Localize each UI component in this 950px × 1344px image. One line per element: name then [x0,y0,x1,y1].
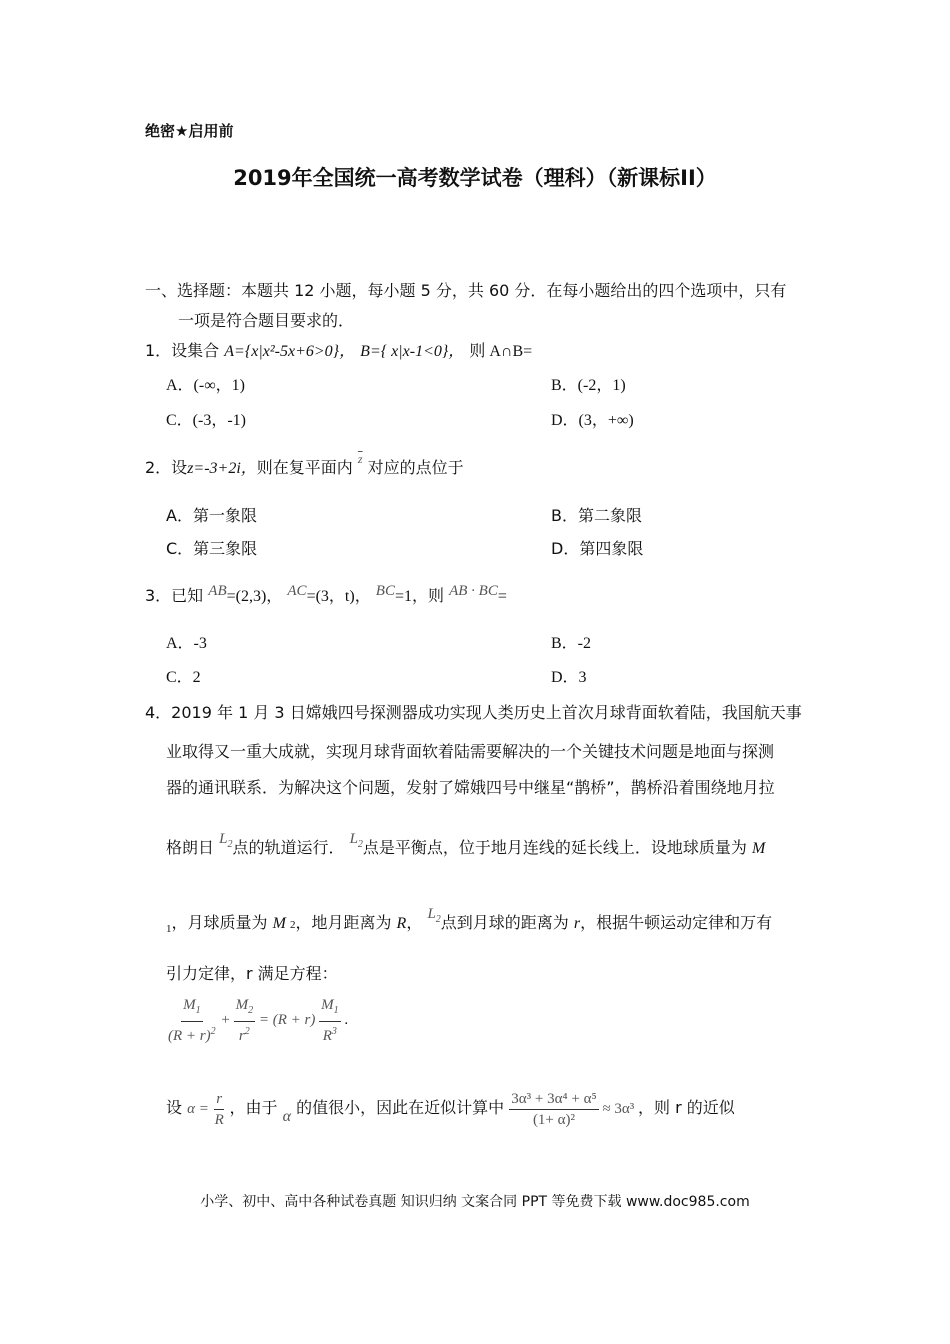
eq-period: . [344,1011,349,1028]
r-big-symbol: R [396,915,407,932]
q2-mid: 则在复平面内 [256,458,353,477]
q4-line5-e: ，根据牛顿运动定律和万有 [580,913,773,932]
q4-line7-c: 的值很小，因此在近似计算中 [296,1097,505,1117]
l2-symbol: $L_2$ [219,831,233,850]
q2-z-bar: z [357,452,363,466]
eq-rhs: = (R + r) [258,1011,316,1028]
alpha-symbol: α [282,1107,292,1125]
q3-prefix: 3．已知 [145,586,204,605]
q3-option-b: B．-2 [551,635,592,652]
vector-ab: AB [208,583,227,599]
q1-prefix: 1．设集合 [145,341,220,360]
m1-subscript: 1 [166,923,172,935]
dot-product: AB · BC [449,583,498,599]
q3-ab-value: =(2,3)， [226,588,283,605]
eq-fraction-3: $\frac{M_1}{R^3}$ [321,997,339,1044]
secret-label: 绝密★启用前 [145,122,234,140]
q4-line4-b: 点的轨道运行． [232,838,345,857]
q4-line5-a: ，月球质量为 [171,913,268,932]
q2-z-expr: z=-3+2i， [187,460,257,477]
q4-line4 [166,831,766,865]
q4-line2: 业取得又一重大成就，实现月球背面软着陆需要解决的一个关键技术问题是地面与探测 [166,742,775,761]
q3-option-d: D．3 [551,669,587,686]
q2-suffix: 对应的点位于 [367,458,464,477]
l2-symbol-2: $L_2$ [349,831,363,850]
q4-line5-d: 点到月球的距离为 [440,913,569,932]
q4-line4-a: 格朗日 [166,838,215,857]
q1-set-a: A={x|x²-5x+6>0}， [224,343,356,360]
q1-option-d: D．(3，+∞) [551,412,634,429]
footer-text: 小学、初中、高中各种试卷真题 知识归纳 文案合同 PPT 等免费下载 www.doc985.com [200,1194,750,1210]
q1-suffix: 则 A∩B= [469,343,533,360]
q3-equals: = [497,588,507,605]
q3-option-c: C．2 [166,669,201,686]
q2-option-c: C．第三象限 [166,539,258,558]
q4-line7 [166,1090,735,1129]
m2-symbol: M 2 [272,915,296,932]
eq-plus: + [221,1011,230,1028]
q4-line5-b: ，地月距离为 [295,913,392,932]
r-small-symbol: r [573,915,581,932]
eq-fraction-1: $\frac{M_1}{(R + r)^2}$ [168,997,216,1044]
q4-line5 [166,906,773,940]
q1-option-a: A．(-∞，1) [166,377,245,394]
mass-m-symbol: M [752,840,766,857]
q4-line6: 引力定律，r 满足方程： [166,964,338,983]
q4-line1: 4．2019 年 1 月 3 日嫦娥四号探测器成功实现人类历史上首次月球背面软着陆，我国航天事 [145,703,802,722]
q2-option-d: D．第四象限 [551,539,644,558]
question-2 [145,452,464,479]
eq-fraction-2: $\frac{M_2}{r^2}$ [235,997,254,1044]
orbit-equation [166,996,348,1045]
question-1 [145,341,532,362]
q1-option-b: B．(-2，1) [551,377,626,394]
section-heading-line1: 一、选择题：本题共 12 小题，每小题 5 分，共 60 分．在每小题给出的四个选项中，只有 [145,281,787,300]
question-3 [145,583,507,607]
q2-option-a: A．第一象限 [166,506,257,525]
q4-line3: 器的通讯联系．为解决这个问题，发射了嫦娥四号中继星“鹊桥”，鹊桥沿着围绕地月拉 [166,778,775,797]
q4-line4-c: 点是平衡点，位于地月连线的延长线上．设地球质量为 [362,838,747,857]
approximation: $\frac{\text{3α³ + 3α⁴ + α⁵}}{\text{(1+ α)²}}$ ≈ 3α³ [511,1091,635,1128]
vector-bc: BC [375,583,395,599]
l2-symbol-3: $L_2$ [427,906,441,925]
q2-option-b: B．第二象限 [551,506,642,525]
vector-ac: AC [287,583,307,599]
section-heading-line2: 一项是符合题目要求的． [178,311,355,330]
q4-line5-c: ， [406,913,423,932]
q4-line7-d: ，则 r 的近似 [638,1097,735,1117]
q4-line7-b: ，由于 [229,1097,278,1117]
q3-option-a: A．-3 [166,635,207,652]
alpha-definition: α = $\frac{r}{R}$ [187,1091,224,1128]
q3-bc-value: =1，则 [394,588,444,605]
q4-line7-a: 设 [166,1097,183,1117]
q2-prefix: 2．设 [145,458,188,477]
page-title: 2019年全国统一高考数学试卷（理科）（新课标II） [233,166,717,190]
q3-ac-value: =(3，t)， [306,588,371,605]
q1-set-b: B={ x|x-1<0}， [360,343,465,360]
q1-option-c: C．(-3，-1) [166,412,246,429]
